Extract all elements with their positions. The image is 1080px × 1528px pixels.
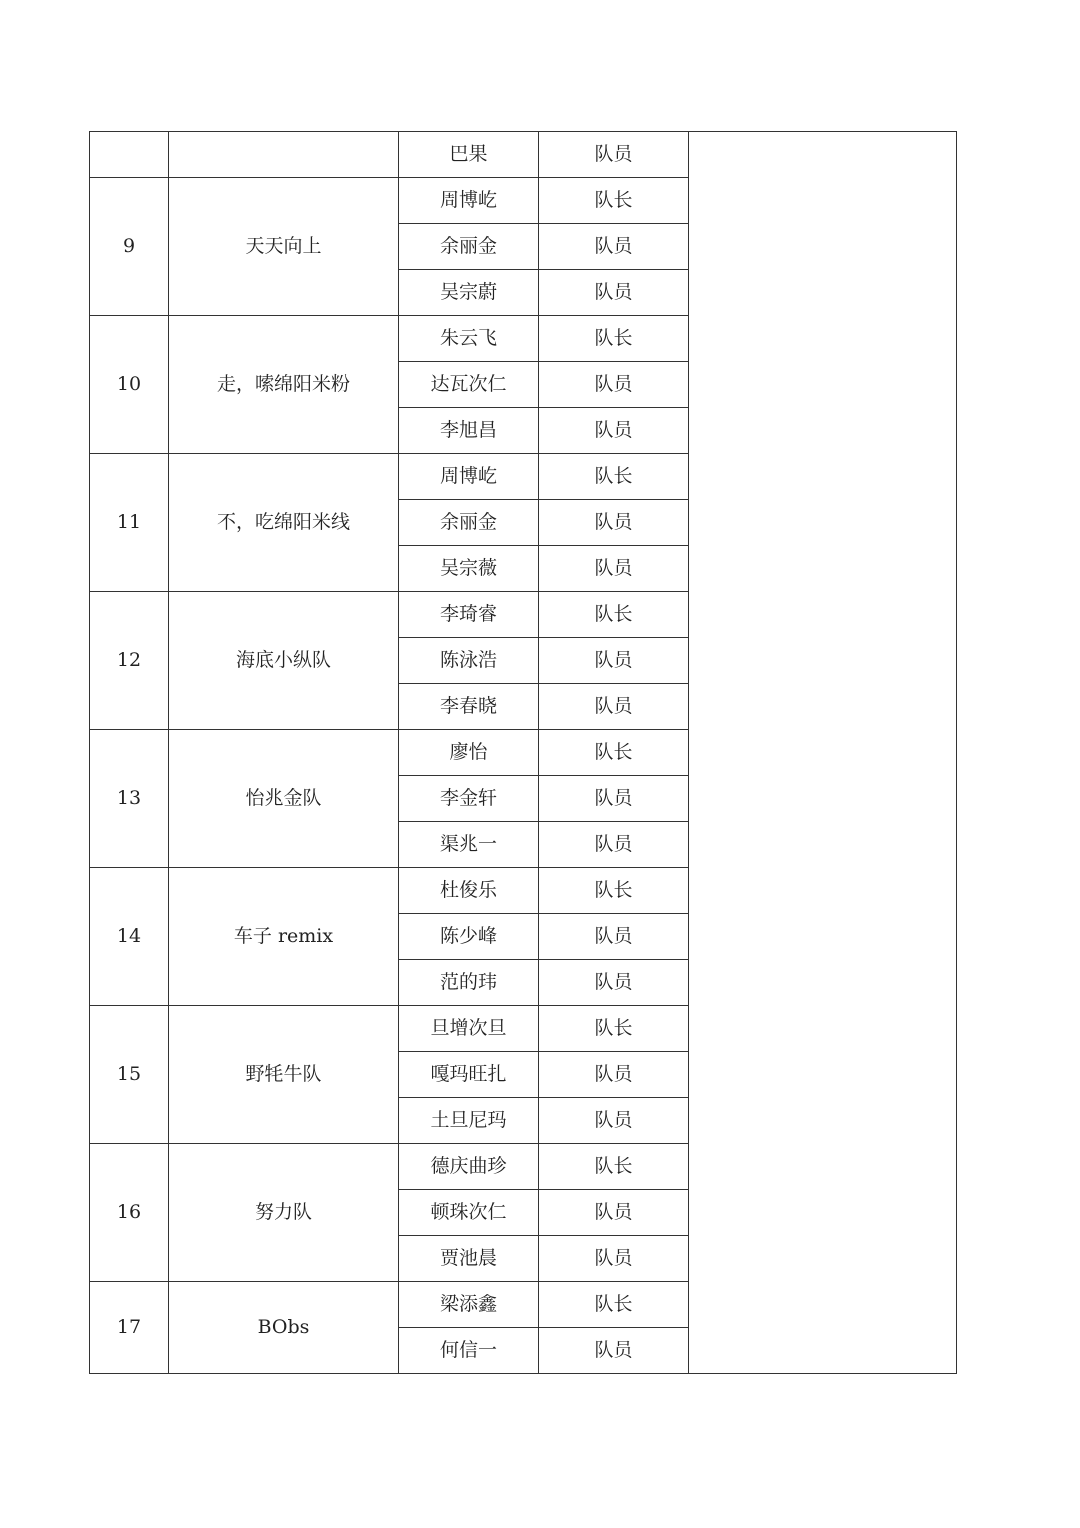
team-roster-table	[89, 131, 957, 1374]
member-name-cell: 杜俊乐	[399, 868, 539, 914]
member-role-cell: 队长	[539, 1282, 689, 1328]
member-name-cell: 周博屹	[399, 454, 539, 500]
team-number-cell	[90, 132, 169, 178]
team-name-cell: 走，嗦绵阳米粉	[169, 316, 399, 454]
member-role-cell: 队长	[539, 316, 689, 362]
member-name-cell: 李琦睿	[399, 592, 539, 638]
member-name-cell: 德庆曲珍	[399, 1144, 539, 1190]
table-row	[90, 132, 957, 178]
member-role-cell: 队员	[539, 776, 689, 822]
member-role-cell: 队员	[539, 684, 689, 730]
member-name-cell: 余丽金	[399, 224, 539, 270]
team-name-cell	[169, 132, 399, 178]
team-name-cell: 努力队	[169, 1144, 399, 1282]
member-role-cell: 队员	[539, 408, 689, 454]
member-name-cell: 廖怡	[399, 730, 539, 776]
member-role-cell: 队员	[539, 1052, 689, 1098]
member-role-cell: 队员	[539, 914, 689, 960]
team-number-cell: 12	[90, 592, 169, 730]
member-role-cell: 队员	[539, 132, 689, 178]
team-number-cell: 11	[90, 454, 169, 592]
member-role-cell: 队长	[539, 454, 689, 500]
member-name-cell: 梁添鑫	[399, 1282, 539, 1328]
member-role-cell: 队员	[539, 224, 689, 270]
member-name-cell: 何信一	[399, 1328, 539, 1374]
member-name-cell: 达瓦次仁	[399, 362, 539, 408]
team-name-cell: 车子 remix	[169, 868, 399, 1006]
member-role-cell: 队员	[539, 1328, 689, 1374]
member-name-cell: 周博屹	[399, 178, 539, 224]
member-role-cell: 队员	[539, 270, 689, 316]
member-name-cell: 吴宗薇	[399, 546, 539, 592]
member-name-cell: 李旭昌	[399, 408, 539, 454]
team-name-cell: BObs	[169, 1282, 399, 1374]
member-role-cell: 队长	[539, 1144, 689, 1190]
organization-cell	[689, 132, 957, 1374]
member-name-cell: 陈泳浩	[399, 638, 539, 684]
team-name-cell: 天天向上	[169, 178, 399, 316]
team-roster-body	[90, 132, 957, 1374]
member-name-cell: 李春晓	[399, 684, 539, 730]
member-name-cell: 余丽金	[399, 500, 539, 546]
member-role-cell: 队员	[539, 1190, 689, 1236]
member-role-cell: 队员	[539, 546, 689, 592]
member-name-cell: 李金轩	[399, 776, 539, 822]
member-name-cell: 陈少峰	[399, 914, 539, 960]
member-role-cell: 队长	[539, 592, 689, 638]
member-role-cell: 队长	[539, 730, 689, 776]
team-number-cell: 16	[90, 1144, 169, 1282]
member-role-cell: 队长	[539, 1006, 689, 1052]
team-number-cell: 13	[90, 730, 169, 868]
member-name-cell: 土旦尼玛	[399, 1098, 539, 1144]
member-role-cell: 队长	[539, 868, 689, 914]
team-number-cell: 17	[90, 1282, 169, 1374]
team-name-cell: 海底小纵队	[169, 592, 399, 730]
team-number-cell: 14	[90, 868, 169, 1006]
team-number-cell: 15	[90, 1006, 169, 1144]
member-role-cell: 队员	[539, 1098, 689, 1144]
member-role-cell: 队员	[539, 500, 689, 546]
member-name-cell: 范的玮	[399, 960, 539, 1006]
member-role-cell: 队员	[539, 638, 689, 684]
member-role-cell: 队员	[539, 362, 689, 408]
member-name-cell: 吴宗蔚	[399, 270, 539, 316]
member-role-cell: 队员	[539, 822, 689, 868]
member-role-cell: 队员	[539, 1236, 689, 1282]
member-name-cell: 旦增次旦	[399, 1006, 539, 1052]
member-name-cell: 嘎玛旺扎	[399, 1052, 539, 1098]
member-role-cell: 队长	[539, 178, 689, 224]
team-name-cell: 野牦牛队	[169, 1006, 399, 1144]
member-name-cell: 顿珠次仁	[399, 1190, 539, 1236]
member-role-cell: 队员	[539, 960, 689, 1006]
member-name-cell: 巴果	[399, 132, 539, 178]
team-number-cell: 9	[90, 178, 169, 316]
team-name-cell: 不，吃绵阳米线	[169, 454, 399, 592]
team-number-cell: 10	[90, 316, 169, 454]
member-name-cell: 贾池晨	[399, 1236, 539, 1282]
member-name-cell: 朱云飞	[399, 316, 539, 362]
member-name-cell: 渠兆一	[399, 822, 539, 868]
team-name-cell: 怡兆金队	[169, 730, 399, 868]
